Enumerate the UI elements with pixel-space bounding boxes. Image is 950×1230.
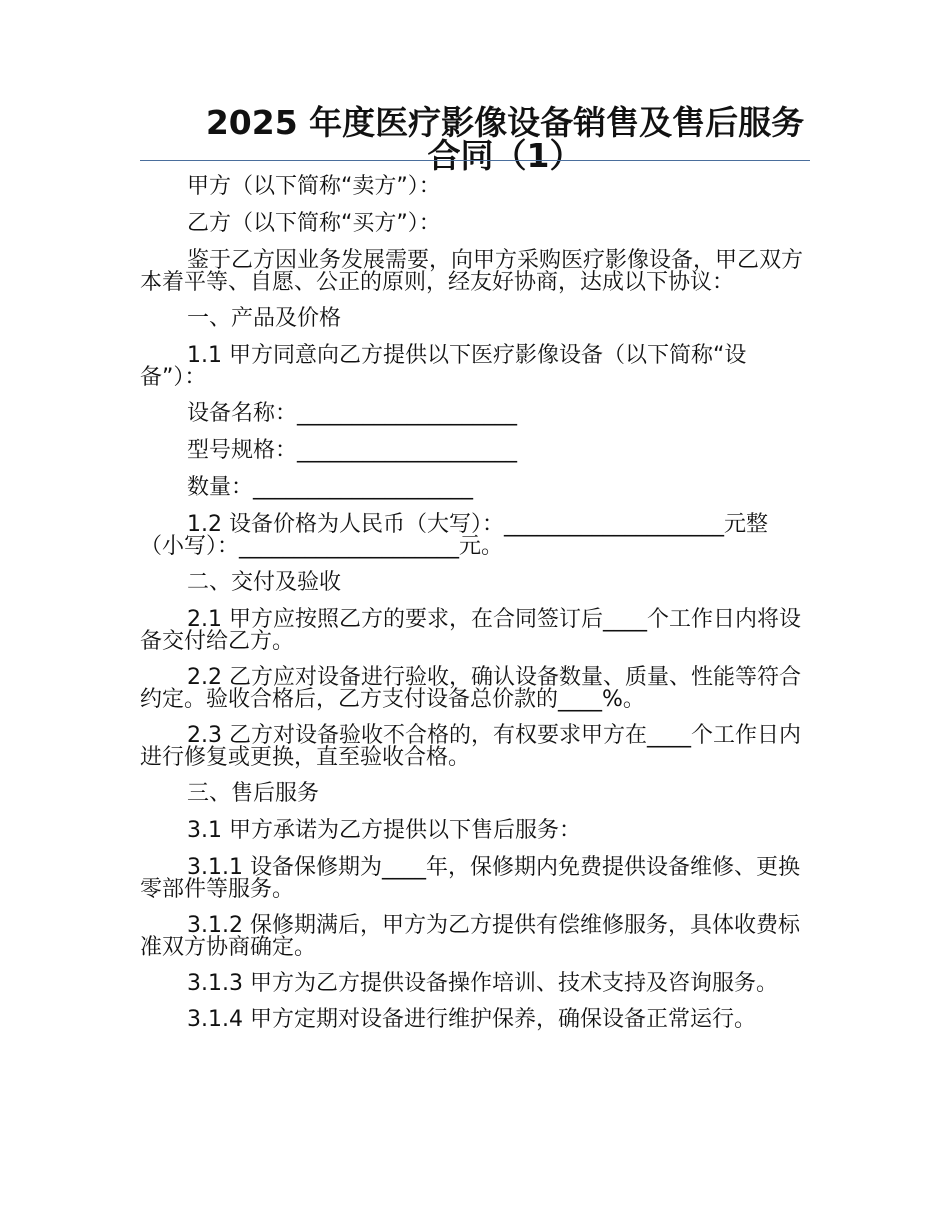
clause-2-3: 2.3 乙方对设备验收不合格的，有权要求甲方在____个工作日内进行修复或更换，直至验收合格。 xyxy=(140,723,801,770)
clause-3-1: 3.1 甲方承诺为乙方提供以下售后服务： xyxy=(187,818,581,843)
document-title: 2025 年度医疗影像设备销售及售后服务合同（1） xyxy=(205,103,805,175)
field-model-spec: 型号规格：____________________ xyxy=(187,438,518,463)
field-quantity: 数量：____________________ xyxy=(187,475,474,500)
clause-3-1-2: 3.1.2 保修期满后，甲方为乙方提供有偿维修服务，具体收费标准双方协商确定。 xyxy=(140,913,800,960)
clause-3-1-1: 3.1.1 设备保修期为____年，保修期内免费提供设备维修、更换零部件等服务。 xyxy=(140,855,800,902)
title-divider xyxy=(140,160,810,161)
clause-3-1-4: 3.1.4 甲方定期对设备进行维护保养，确保设备正常运行。 xyxy=(187,1007,756,1032)
clause-1-2: 1.2 设备价格为人民币（大写）：____________________元整（小写）：____________________元。 xyxy=(140,512,768,559)
party-a-line: 甲方（以下简称“卖方”）： xyxy=(187,174,441,199)
clause-2-1: 2.1 甲方应按照乙方的要求，在合同签订后____个工作日内将设备交付给乙方。 xyxy=(140,607,801,654)
clause-3-1-3: 3.1.3 甲方为乙方提供设备操作培训、技术支持及咨询服务。 xyxy=(187,971,778,996)
section-heading-products: 一、产品及价格 xyxy=(187,306,342,331)
section-heading-delivery: 二、交付及验收 xyxy=(187,570,342,595)
party-b-line: 乙方（以下简称“买方”）： xyxy=(187,211,441,236)
section-heading-after-sales: 三、售后服务 xyxy=(187,781,320,806)
clause-1-1: 1.1 甲方同意向乙方提供以下医疗影像设备（以下简称“设备”）： xyxy=(140,343,747,390)
clause-2-2: 2.2 乙方应对设备进行验收，确认设备数量、质量、性能等符合约定。验收合格后，乙方支付设备总价款的____%。 xyxy=(140,665,801,712)
document-body xyxy=(140,176,810,1045)
field-device-name: 设备名称：____________________ xyxy=(187,401,518,426)
preamble-paragraph: 鉴于乙方因业务发展需要，向甲方采购医疗影像设备，甲乙双方本着平等、自愿、公正的原则，经友好协商，达成以下协议： xyxy=(140,248,804,295)
